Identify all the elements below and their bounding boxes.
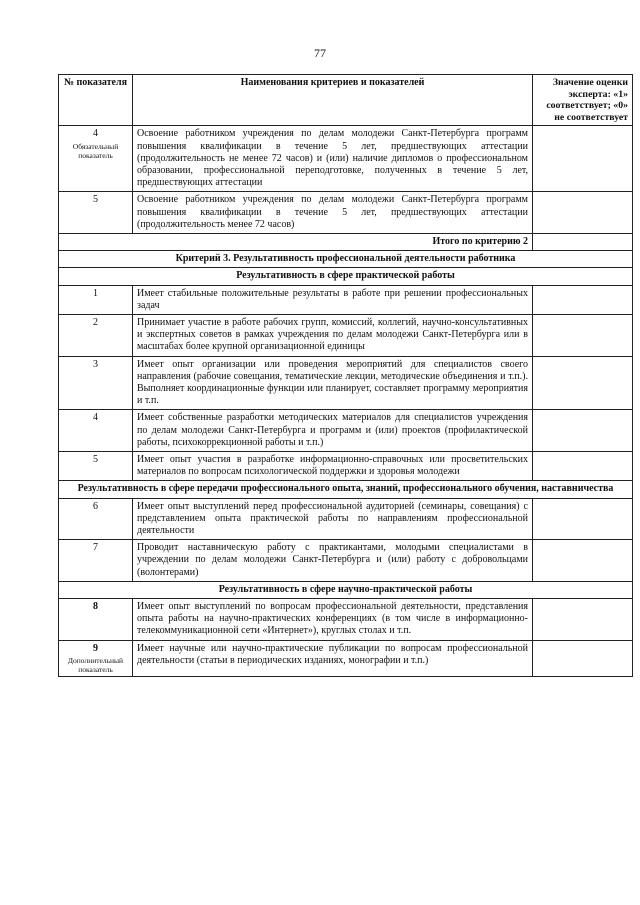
expert-value-cell[interactable] [533, 498, 633, 540]
criterion-title-row [59, 251, 633, 268]
table-header-row [59, 75, 633, 126]
expert-value-cell[interactable] [533, 285, 633, 314]
header-criteria-name: Наименования критериев и показателей [133, 75, 533, 126]
criteria-table [58, 74, 633, 677]
row-number-cell [59, 126, 133, 192]
total-value-cell[interactable] [533, 234, 633, 251]
row-number: 9 [93, 642, 98, 654]
row-text: Имеет собственные разработки методических материалов для специалистов учреждения по делам молодежи Санкт-Петербурга и программ и (или) проектов (профилактической работы, психокоррекционной работы и т.п.) [133, 410, 533, 452]
row-text: Освоение работником учреждения по делам молодежи Санкт-Петербурга программ повышения квалификации в течение 5 лет, предшествующих аттестации (продолжительность не менее 72 часов) и (или) наличие дипломов о профессиональном образовании, профессиональной переподготовке, полученных в течение 5 лет, предшествующих аттестации [133, 126, 533, 192]
section-row [59, 268, 633, 285]
table-row [59, 126, 633, 192]
table-row [59, 356, 633, 410]
row-text: Имеет опыт организации или проведения мероприятий для специалистов своего направления (рабочие совещания, тематические лекции, методические объединения и т.п.). Выполняет координационные функции или планирует, составляет программу мероприятия и т.п. [133, 356, 533, 410]
section-row [59, 581, 633, 598]
header-number: № показателя [59, 75, 133, 126]
expert-value-cell[interactable] [533, 452, 633, 481]
row-text: Имеет опыт участия в разработке информационно-справочных или просветительских материалов по вопросам психологической поддержки и здоровья молодежи [133, 452, 533, 481]
row-number: 5 [59, 452, 133, 481]
table-row [59, 498, 633, 540]
table-row [59, 599, 633, 641]
expert-value-cell[interactable] [533, 356, 633, 410]
row-number-cell [59, 640, 133, 676]
table-row [59, 285, 633, 314]
table-row [59, 640, 633, 676]
expert-value-cell[interactable] [533, 599, 633, 641]
row-number: 4 [59, 410, 133, 452]
row-number: 1 [59, 285, 133, 314]
row-number: 7 [59, 540, 133, 582]
table-row [59, 315, 633, 357]
expert-value-cell[interactable] [533, 410, 633, 452]
row-text: Освоение работником учреждения по делам молодежи Санкт-Петербурга программ повышения квалификации в течение 5 лет, предшествующих аттестации (продолжительность менее 72 часов) [133, 192, 533, 234]
section-practice: Результативность в сфере практической работы [59, 268, 633, 285]
row-text: Имеет опыт выступлений перед профессиональной аудиторией (семинары, совещания) с представлением опыта практической работы по направлениям профессиональной деятельности [133, 498, 533, 540]
table-row [59, 410, 633, 452]
expert-value-cell[interactable] [533, 640, 633, 676]
section-transfer: Результативность в сфере передачи профессионального опыта, знаний, профессионального обучения, наставничества [59, 481, 633, 498]
row-text: Имеет стабильные положительные результаты в работе при решении профессиональных задач [133, 285, 533, 314]
expert-value-cell[interactable] [533, 192, 633, 234]
row-text: Имеет научные или научно-практические публикации по вопросам профессиональной деятельности (статьи в периодических изданиях, монографии и т.п.) [133, 640, 533, 676]
row-number: 5 [59, 192, 133, 234]
expert-value-cell[interactable] [533, 126, 633, 192]
page-number: 77 [314, 46, 326, 60]
row-number: 6 [59, 498, 133, 540]
expert-value-cell[interactable] [533, 315, 633, 357]
row-number: 3 [59, 356, 133, 410]
table-row [59, 452, 633, 481]
row-number: 8 [59, 599, 133, 641]
section-science: Результативность в сфере научно-практической работы [59, 581, 633, 598]
row-number: 2 [59, 315, 133, 357]
row-note: Обязательный показатель [72, 141, 119, 160]
total-label: Итого по критерию 2 [59, 234, 533, 251]
expert-value-cell[interactable] [533, 540, 633, 582]
row-note: Дополнительный показатель [67, 655, 124, 674]
table-row [59, 540, 633, 582]
row-text: Проводит наставническую работу с практикантами, молодыми специалистами в учреждении по делам молодежи Санкт-Петербурга и (или) работу с добровольцами (волонтерами) [133, 540, 533, 582]
row-number: 4 [93, 128, 98, 140]
section-row [59, 481, 633, 498]
table-row [59, 192, 633, 234]
header-expert-value: Значение оценки эксперта: «1» соответствует; «0» не соответствует [533, 75, 633, 126]
criterion3-title: Критерий 3. Результативность профессиональной деятельности работника [59, 251, 633, 268]
row-text: Принимает участие в работе рабочих групп, комиссий, коллегий, научно-консультативных и экспертных советов в рамках учреждения по делам молодежи Санкт-Петербурга или в масштабах более крупной организационной единицы [133, 315, 533, 357]
total-row [59, 234, 633, 251]
row-text: Имеет опыт выступлений по вопросам профессиональной деятельности, представления опыта работы на научно-практических конференциях (в том числе в информационно-телекоммуникационной сети «Интернет»), круглых столах и т.п. [133, 599, 533, 641]
